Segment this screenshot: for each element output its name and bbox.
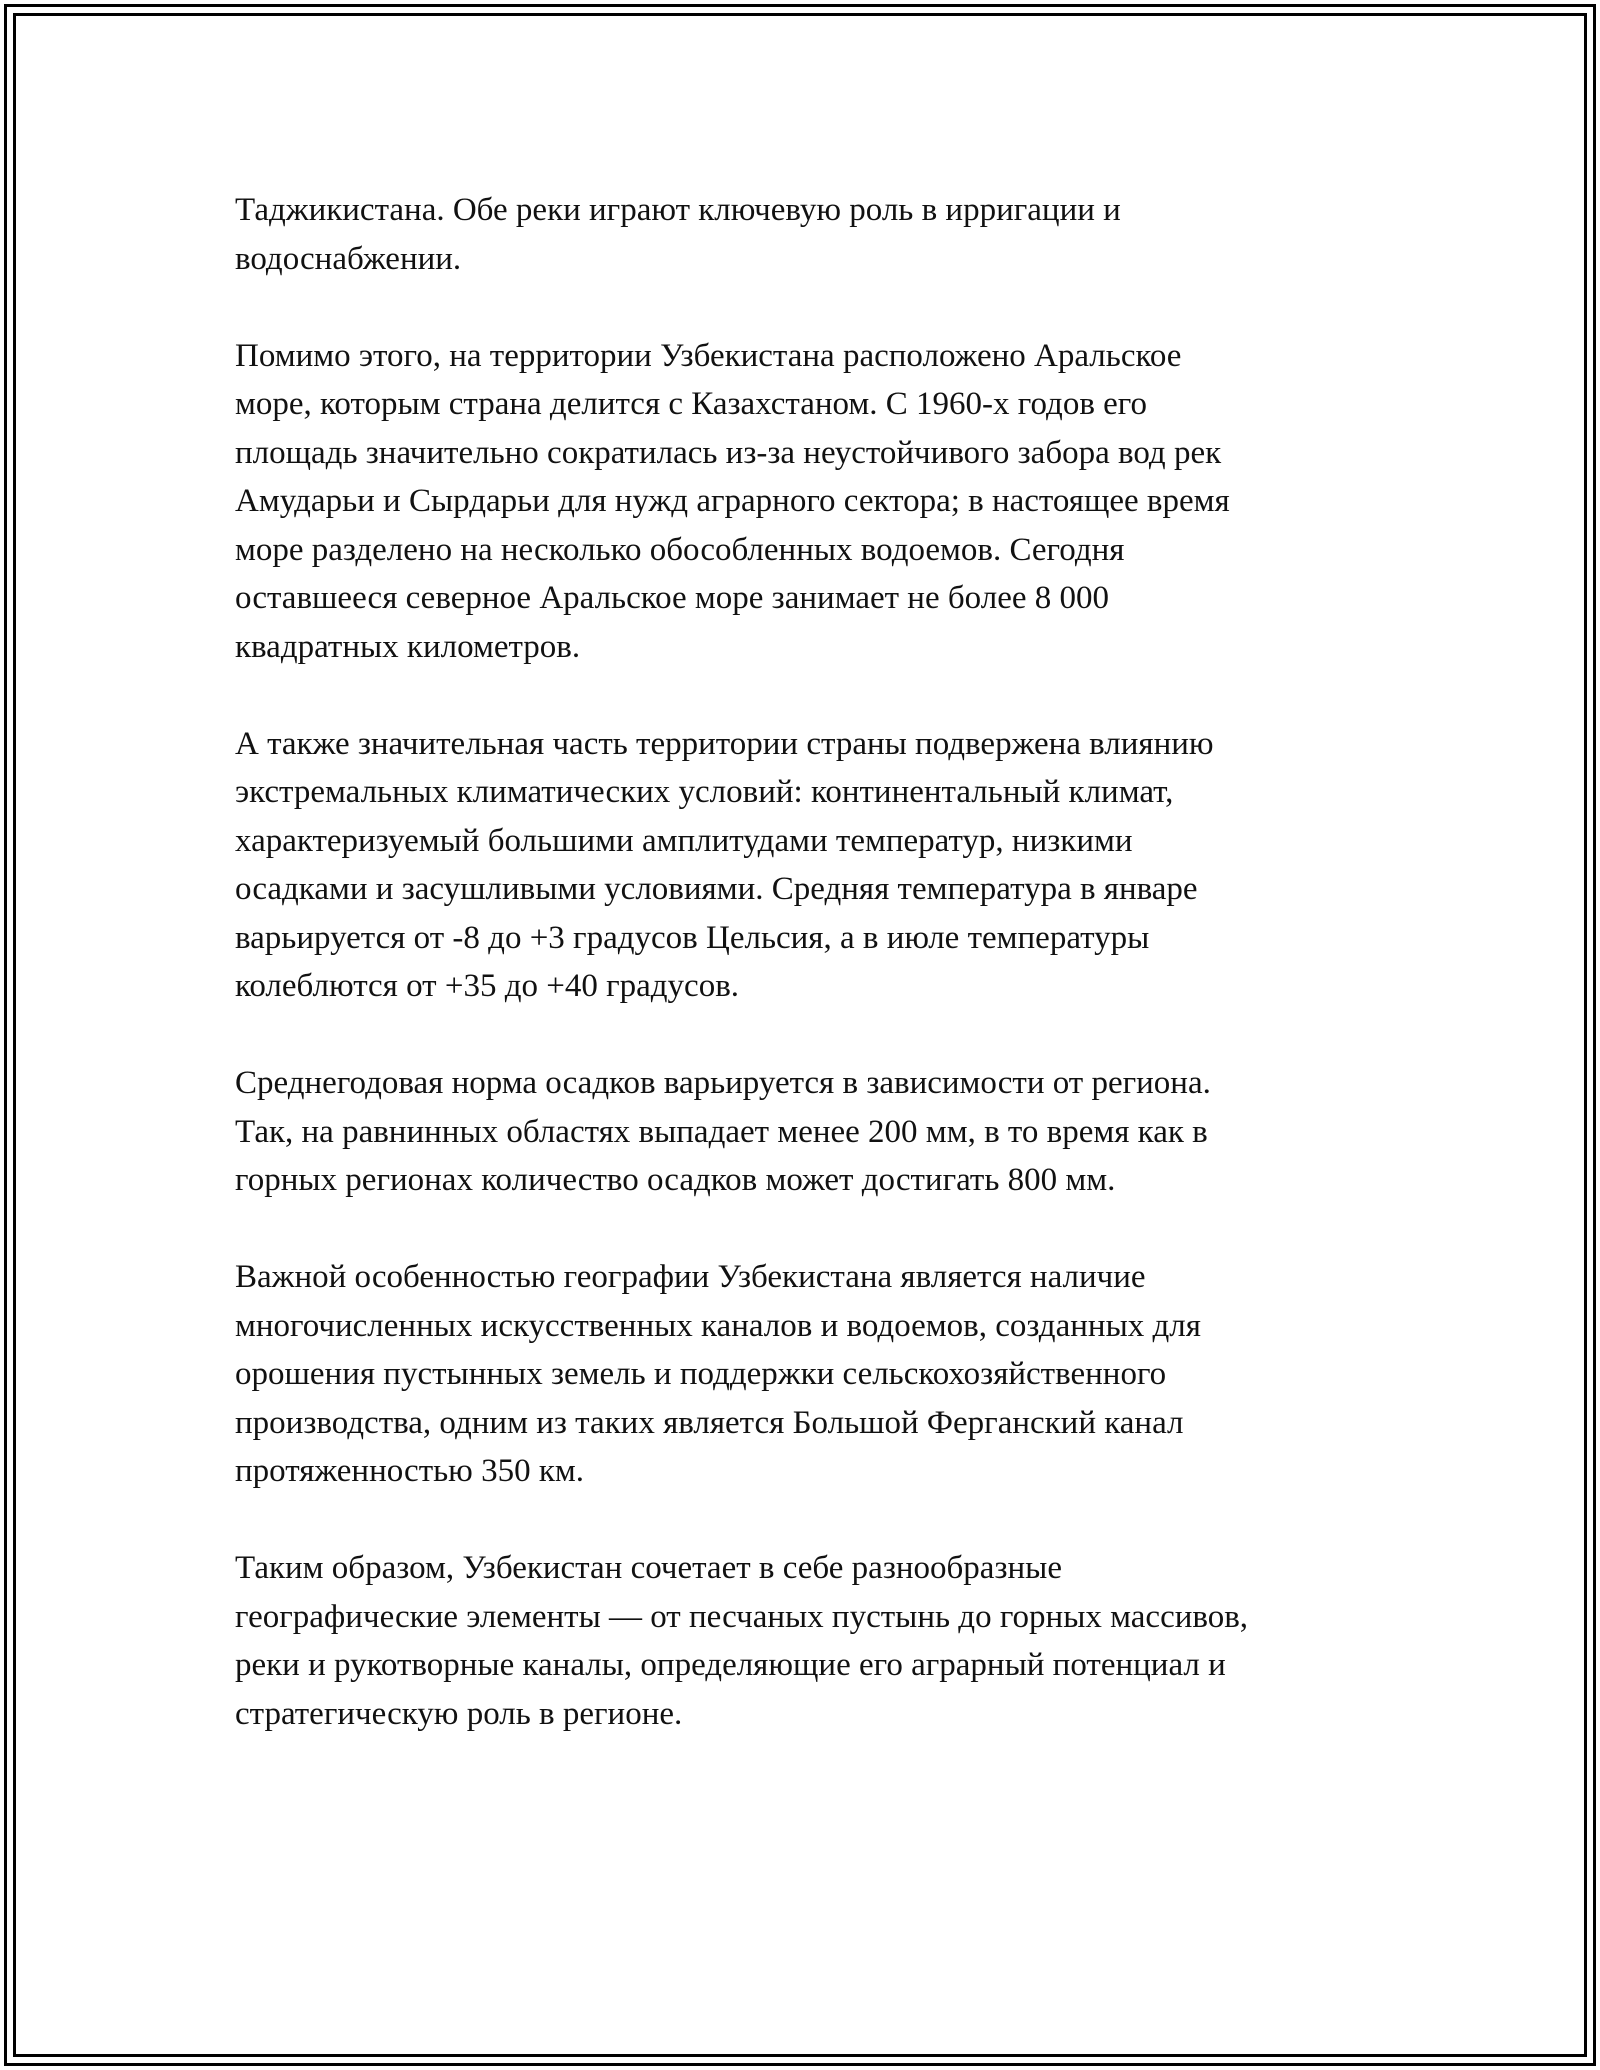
paragraph-conclusion: Таким образом, Узбекистан сочетает в себе разнообразные географические элементы — от песчаных пустынь до горных массивов, реки и рукотворные каналы, определяющие его аграрный потенциал и стратегическую роль в регионе. xyxy=(235,1550,1249,1732)
paragraph-climate: А также значительная часть территории страны подвержена влиянию экстремальных климатических условий: континентальный климат, характеризуемый большими амплитудами температур, низкими осадками и засушливыми условиями. Средняя температура в январе варьируется от -8 до +3 градусов Цельсия, а в июле температуры колеблются от +35 до +40 градусов. xyxy=(235,725,1214,1004)
paragraph-aral-sea: Помимо этого, на территории Узбекистана расположено Аральское море, которым страна делится с Казахстаном. С 1960-х годов его площадь значительно сократилась из-за неустойчивого забора вод рек Амударьи и Сырдарьи для нужд аграрного сектора; в настоящее время море разделено на несколько обособленных водоемов. Сегодня оставшееся северное Аральское море занимает не более 8 000 квадратных километров. xyxy=(235,337,1230,665)
paragraph-rivers-irrigation: Таджикистана. Обе реки играют ключевую роль в ирригации и водоснабжении. xyxy=(235,192,1121,277)
paragraph-canals: Важной особенностью географии Узбекистана является наличие многочисленных искусственных каналов и водоемов, созданных для орошения пустынных земель и поддержки сельскохозяйственного производства, одним из таких является Большой Ферганский канал протяженностью 350 км. xyxy=(235,1259,1201,1489)
paragraph-precipitation: Среднегодовая норма осадков варьируется в зависимости от региона. Так, на равнинных областях выпадает менее 200 мм, в то время как в горных регионах количество осадков может достигать 800 мм. xyxy=(235,1065,1211,1198)
document-body xyxy=(235,186,1375,1787)
